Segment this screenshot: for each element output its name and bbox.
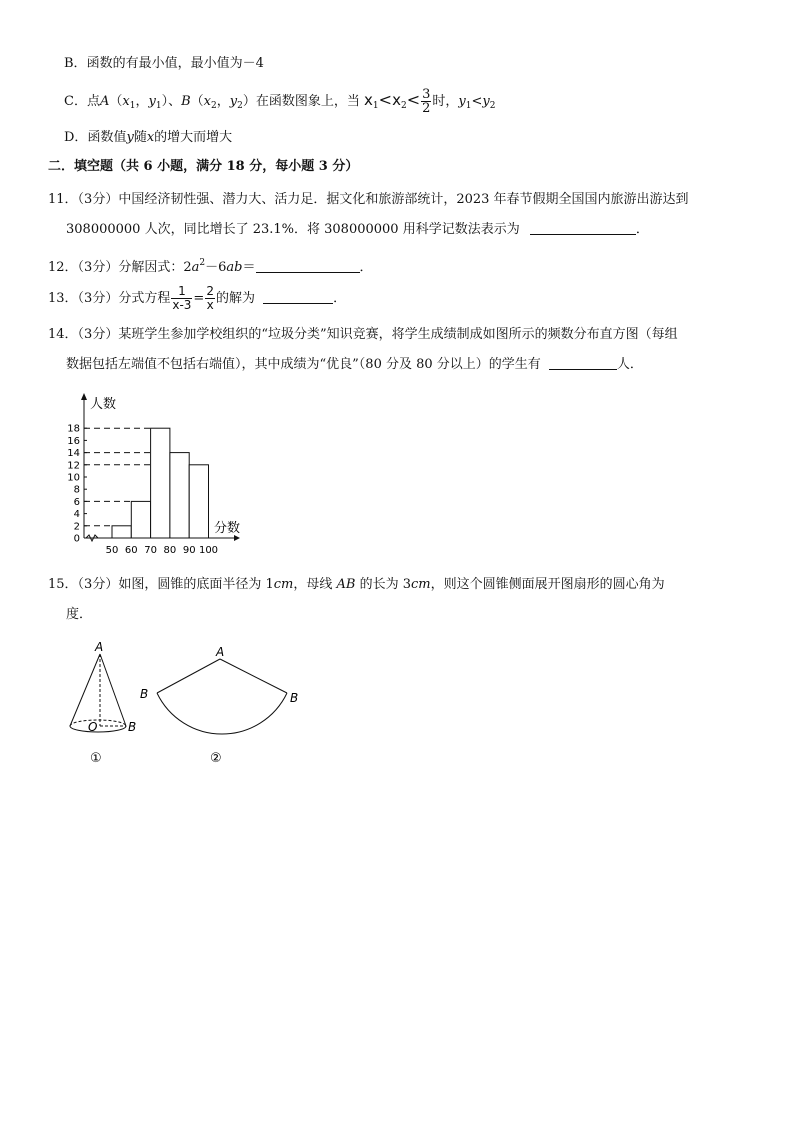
numerator: 1 <box>171 285 192 299</box>
question-text: 数据包括左端值不包括右端值），其中成绩为“优良”（80 分及 80 分以上）的学生有 <box>66 357 541 372</box>
caption-1: ① <box>90 751 102 766</box>
sector-right-radius <box>220 659 287 693</box>
paren: ） <box>242 94 256 109</box>
coefficient: 2 <box>183 260 192 275</box>
answer-blank[interactable] <box>530 221 636 235</box>
numerator: 3 <box>422 87 431 102</box>
question-text: 中国经济韧性强、潜力大、活力足．据文化和旅游部统计，2023 年春节假期全国国内旅游出游达到 <box>118 192 689 207</box>
option-text: 的增大而增大 <box>154 130 233 145</box>
answer-blank[interactable] <box>256 259 360 273</box>
question-11-line1 <box>48 191 689 209</box>
subscript: 2 <box>211 101 217 111</box>
subscript: 1 <box>129 101 136 111</box>
question-text: 分式方程 <box>118 291 171 306</box>
fraction <box>421 88 431 115</box>
less-than: < <box>406 90 421 109</box>
y-tick-label: 18 <box>67 423 80 435</box>
question-number: 14． <box>48 327 78 342</box>
histogram-bar <box>170 453 189 538</box>
unit: cm <box>410 577 431 592</box>
question-text: 分解因式： <box>118 260 184 275</box>
subscript: 2 <box>489 101 496 111</box>
less-than: < <box>471 94 483 109</box>
var: x <box>122 94 130 109</box>
subscript: 2 <box>400 101 407 111</box>
x-tick-label: 80 <box>163 545 177 556</box>
separator: 、 <box>168 94 182 109</box>
var: ab <box>226 260 243 275</box>
x-tick-label: 70 <box>144 545 157 556</box>
option-label: C． <box>64 94 87 109</box>
histogram-bar <box>112 526 131 538</box>
question-12 <box>48 254 373 277</box>
option-text: 点 <box>86 94 100 109</box>
subscript: 1 <box>155 101 162 111</box>
equals: = <box>193 291 205 306</box>
sector-arc <box>157 693 287 734</box>
y-tick-label: 12 <box>67 460 80 472</box>
option-b <box>64 55 264 73</box>
x-tick-label: 100 <box>198 545 219 556</box>
question-text: 308000000 人次，同比增长了 23.1%．将 308000000 用科学记数法表示为 <box>66 222 520 237</box>
denominator: x-3 <box>172 298 192 312</box>
question-text: 如图，圆锥的底面半径为 1 <box>118 577 274 592</box>
y-tick-label: 16 <box>67 435 80 447</box>
question-number: 15． <box>48 577 78 592</box>
var: a <box>191 260 200 275</box>
histogram-bar <box>131 501 150 538</box>
superscript: 2 <box>199 258 206 268</box>
x-tick-label: 90 <box>182 545 196 556</box>
cone-diagram <box>70 640 136 766</box>
question-text: ，则这个圆锥侧面展开图扇形的圆心角为 <box>430 577 665 592</box>
x-tick-label: 50 <box>105 545 119 556</box>
section-title: 二．填空题（共 6 小题，满分 18 分，每小题 3 分） <box>48 159 359 174</box>
y-axis-arrow <box>81 393 87 400</box>
answer-blank[interactable] <box>263 290 333 304</box>
label-base: B <box>128 720 137 734</box>
var: x <box>364 91 373 109</box>
question-text: ，母线 <box>293 577 337 592</box>
option-text: 在函数图象上，当 <box>255 94 360 109</box>
y-axis-label: 人数 <box>90 397 117 412</box>
label-sector-b-right: B <box>290 691 299 705</box>
caption-2: ② <box>210 751 222 766</box>
y-tick-label: 0 <box>73 533 80 545</box>
question-number: 12． <box>48 260 78 275</box>
y-tick-label: 8 <box>73 484 80 496</box>
var: y <box>229 94 238 109</box>
less-than: < <box>378 90 393 109</box>
question-15-line2: 度． <box>66 607 93 622</box>
y-tick-label: 4 <box>73 509 80 521</box>
option-c <box>64 88 495 118</box>
question-text: 的长为 3 <box>355 577 411 592</box>
var: x <box>146 130 155 145</box>
point-a: A <box>99 94 110 109</box>
paren: ） <box>161 94 169 109</box>
question-text: 的解为 <box>215 291 255 306</box>
label-center: O <box>88 720 98 734</box>
question-end: ． <box>359 260 373 275</box>
question-number: 13． <box>48 291 78 306</box>
option-text: 函数值 <box>87 130 127 145</box>
var: y <box>482 94 490 109</box>
option-text: 时， <box>432 94 459 109</box>
cone-base-back <box>70 720 126 726</box>
var: x <box>392 91 401 109</box>
cone-base-front <box>70 726 126 732</box>
equals: ＝ <box>242 260 256 275</box>
y-tick-label: 6 <box>73 496 80 508</box>
label-apex: A <box>95 640 104 654</box>
unit: cm <box>273 577 294 592</box>
var: x <box>203 94 212 109</box>
point-b: B <box>181 94 191 109</box>
question-end: ． <box>333 291 347 306</box>
cone-right-edge <box>100 654 126 726</box>
segment: AB <box>336 577 356 592</box>
sector-left-radius <box>157 659 220 693</box>
y-tick-label: 14 <box>67 448 80 460</box>
denominator: 2 <box>422 101 431 116</box>
x-axis-label: 分数 <box>214 521 241 536</box>
option-label: B． <box>64 56 87 71</box>
histogram-bar <box>151 428 170 538</box>
var: y <box>126 130 134 145</box>
question-score: （3分） <box>77 327 119 342</box>
subscript: 2 <box>237 101 243 111</box>
term: －6 <box>205 260 227 275</box>
question-15-line1 <box>48 576 665 594</box>
label-sector-a: A <box>216 645 225 659</box>
question-text: 某班学生参加学校组织的“垃圾分类”知识竞赛，将学生成绩制成如图所示的频数分布直方图（每组 <box>118 327 678 342</box>
numerator: 2 <box>206 284 214 298</box>
answer-blank[interactable] <box>549 356 617 370</box>
sector-diagram <box>140 645 298 766</box>
question-end: ． <box>635 222 649 237</box>
paren: （ <box>190 94 204 109</box>
option-text: 函数的有最小值，最小值为－4 <box>86 56 264 71</box>
var: y <box>458 94 466 109</box>
question-score: （3分） <box>77 577 119 592</box>
question-score: （3分） <box>77 192 119 207</box>
subscript: 1 <box>465 101 472 111</box>
question-end: 人． <box>616 357 643 372</box>
question-14-line1 <box>48 326 678 344</box>
cone-left-edge <box>70 654 100 726</box>
histogram-chart <box>58 392 248 560</box>
cone-figure <box>60 636 320 770</box>
fraction <box>205 285 215 312</box>
var: y <box>148 94 156 109</box>
comma: ， <box>135 94 149 109</box>
question-13 <box>48 284 346 314</box>
question-11-line2 <box>66 221 649 239</box>
fraction <box>171 285 192 312</box>
paren: （ <box>109 94 123 109</box>
question-14-line2 <box>66 356 643 374</box>
histogram-bar <box>189 465 208 538</box>
question-score: （3分） <box>77 291 119 306</box>
option-d <box>64 129 232 147</box>
y-tick-label: 10 <box>67 472 80 484</box>
comma: ， <box>216 94 230 109</box>
option-text: 随 <box>133 130 147 145</box>
question-number: 11． <box>48 192 78 207</box>
label-sector-b-left: B <box>140 687 149 701</box>
y-tick-label: 2 <box>73 521 80 533</box>
question-score: （3分） <box>77 260 119 275</box>
x-tick-label: 60 <box>124 545 138 556</box>
denominator: x <box>206 298 214 312</box>
option-label: D． <box>64 130 88 145</box>
subscript: 1 <box>372 101 379 111</box>
